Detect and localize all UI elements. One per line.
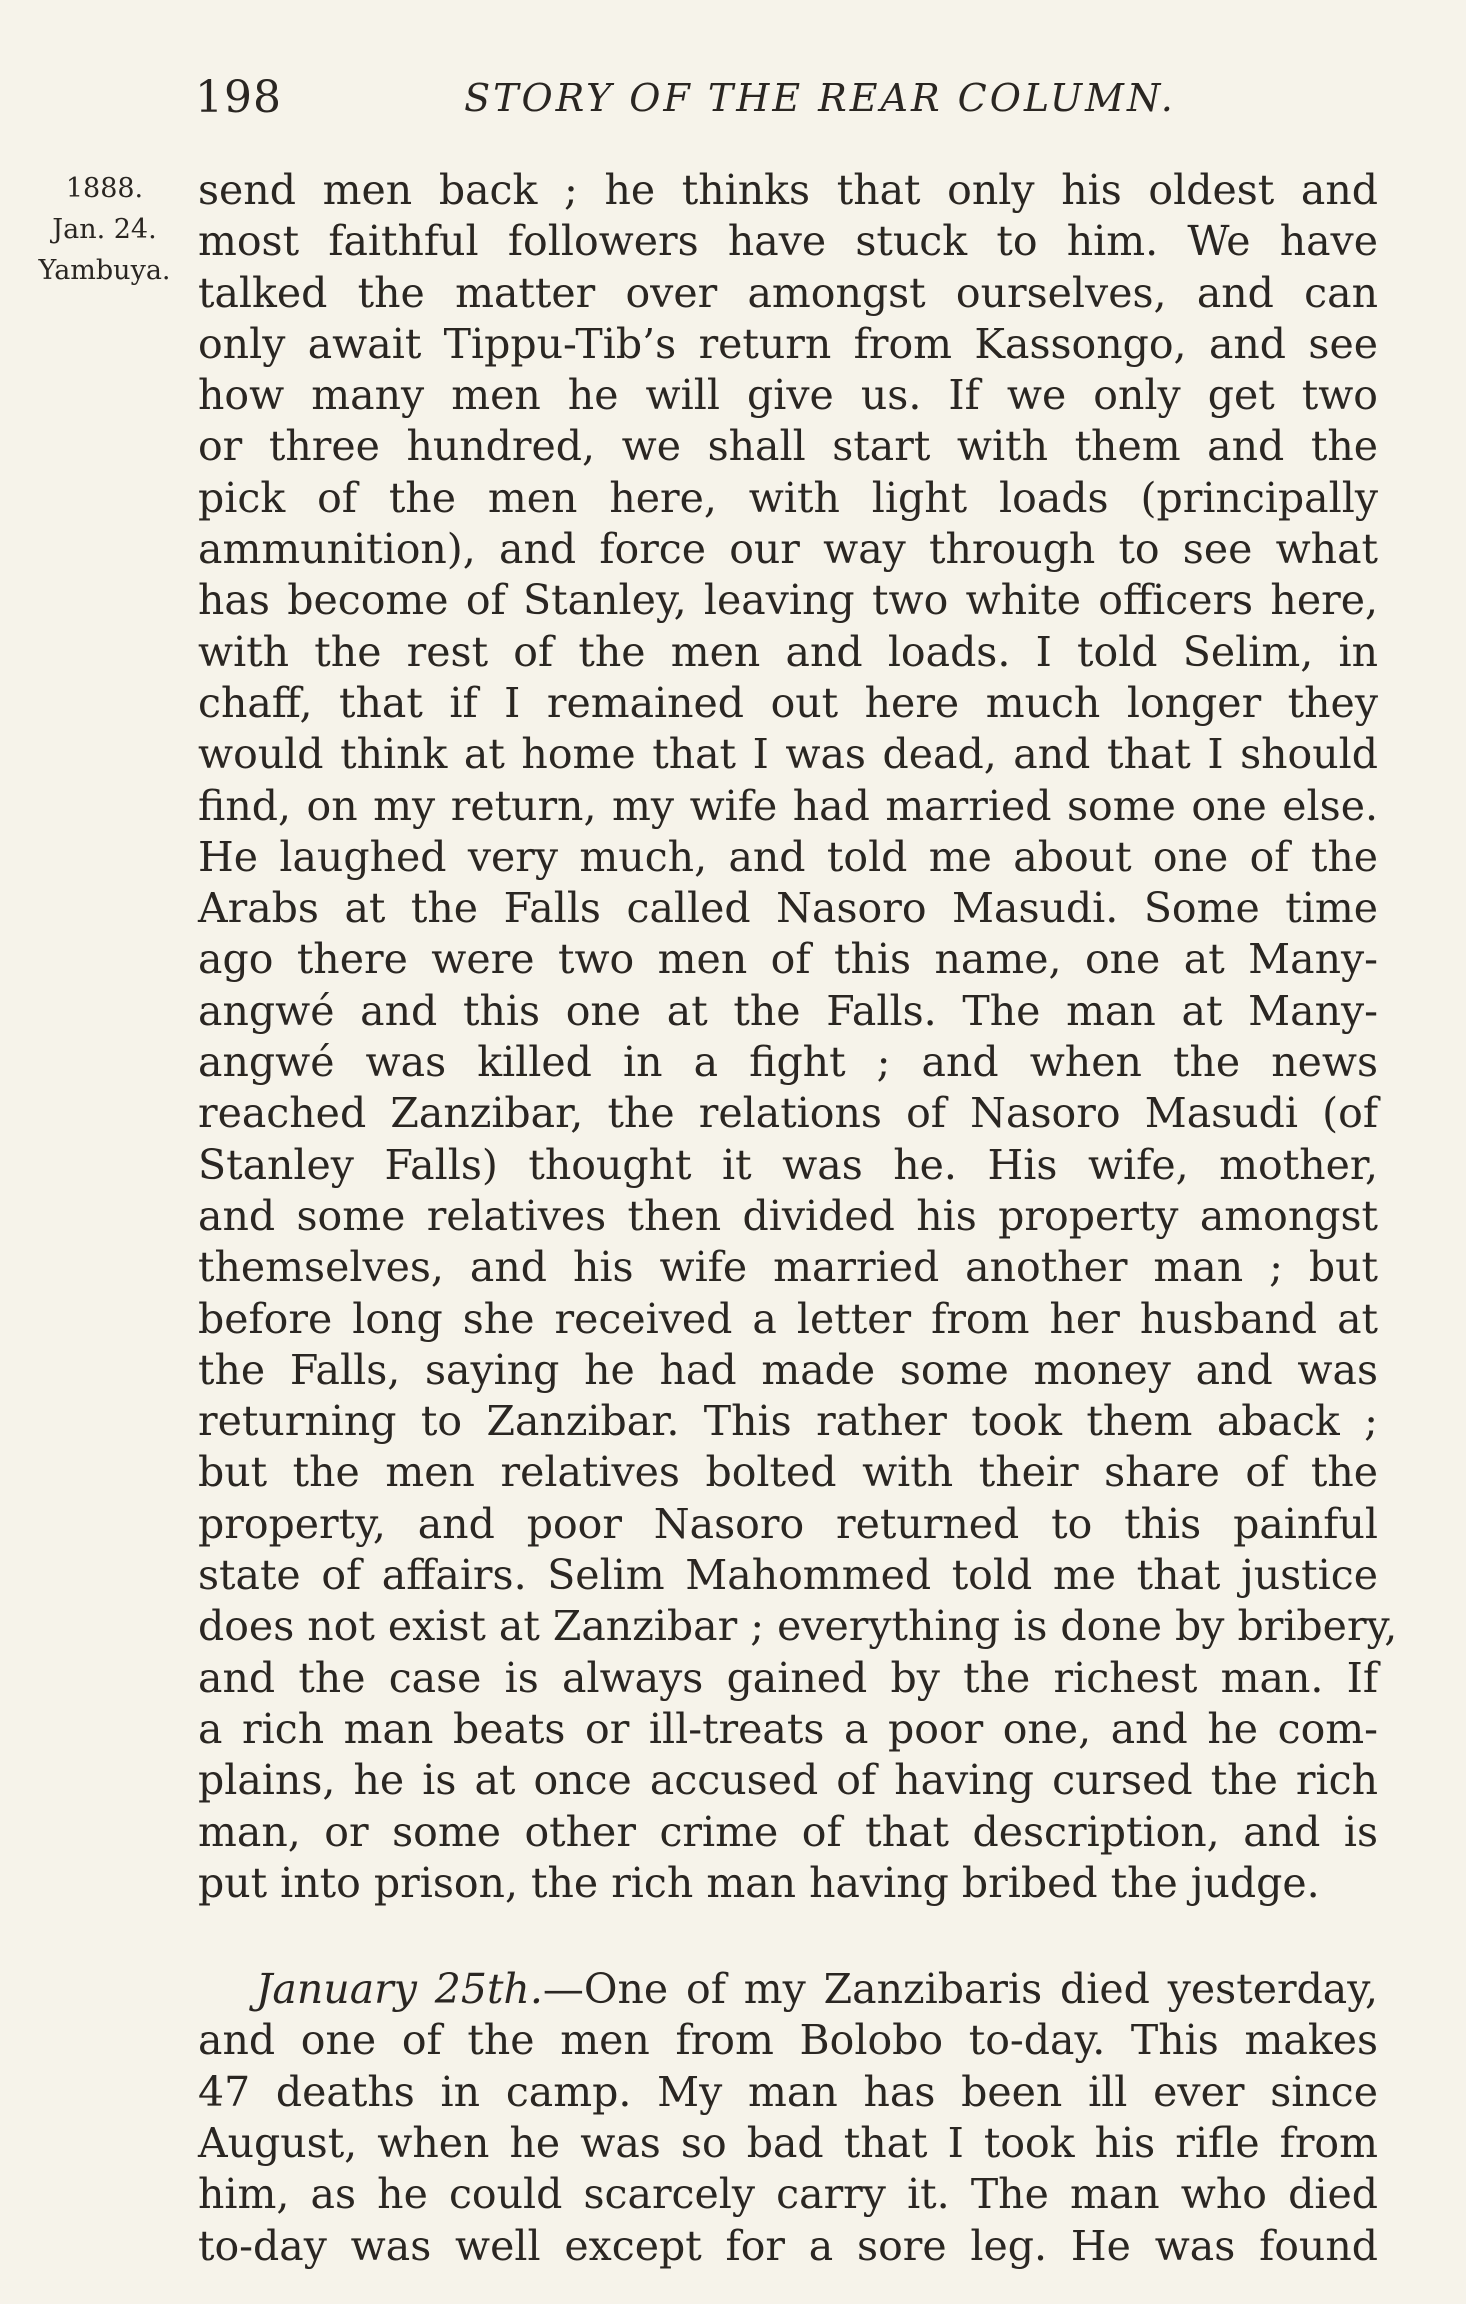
paragraph-2 bbox=[198, 1964, 1378, 2272]
margin-note-year: 1888. bbox=[65, 173, 144, 204]
text-line: angwé was killed in a fight ; and when the news bbox=[198, 1038, 1378, 1087]
text-line: property, and poor Nasoro returned to this painful bbox=[198, 1499, 1378, 1548]
entry-text: —One of my Zanzibaris died yesterday, bbox=[542, 1965, 1379, 2014]
text-line: chaff, that if I remained out here much longer they bbox=[198, 678, 1378, 727]
page-header bbox=[195, 66, 1385, 136]
text-line: ago there were two men of this name, one at Many- bbox=[198, 935, 1378, 984]
text-line: would think at home that I was dead, and that I should bbox=[198, 730, 1378, 779]
text-line: He laughed very much, and told me about one of the bbox=[198, 832, 1378, 881]
text-line: August, when he was so bad that I took his rifle from bbox=[198, 2118, 1378, 2167]
text-line: Arabs at the Falls called Nasoro Masudi. Some time bbox=[198, 884, 1378, 933]
text-line: talked the matter over amongst ourselves, and can bbox=[198, 268, 1378, 317]
text-line: and some relatives then divided his property amongst bbox=[198, 1191, 1378, 1240]
page-number: 198 bbox=[195, 72, 282, 123]
body-text bbox=[198, 165, 1398, 2272]
text-line: but the men relatives bolted with their share of the bbox=[198, 1448, 1378, 1497]
text-line: or three hundred, we shall start with them and the bbox=[198, 422, 1378, 471]
text-line: how many men he will give us. If we only get two bbox=[198, 371, 1378, 420]
text-line: angwé and this one at the Falls. The man at Many- bbox=[198, 986, 1378, 1035]
text-line: themselves, and his wife married another man ; but bbox=[198, 1243, 1378, 1292]
text-line: him, as he could scarcely carry it. The man who died bbox=[198, 2170, 1378, 2219]
text-line: reached Zanzibar, the relations of Nasoro Masudi (of bbox=[198, 1089, 1378, 1138]
entry-date: January 25th. bbox=[256, 1965, 543, 2014]
text-line: has become of Stanley, leaving two white officers here, bbox=[198, 576, 1378, 625]
text-line: 47 deaths in camp. My man has been ill ever since bbox=[198, 2067, 1378, 2116]
text-line: state of affairs. Selim Mahommed told me that justice bbox=[198, 1551, 1378, 1600]
text-line: before long she received a letter from her husband at bbox=[198, 1294, 1378, 1343]
text-line: with the rest of the men and loads. I told Selim, in bbox=[198, 627, 1378, 676]
text-line: find, on my return, my wife had married some one else. bbox=[198, 781, 1378, 830]
paragraph-1 bbox=[198, 165, 1398, 1909]
text-line: a rich man beats or ill-treats a poor one, and he com- bbox=[198, 1704, 1378, 1753]
text-line: only await Tippu-Tib’s return from Kassongo, and see bbox=[198, 319, 1378, 368]
text-line: pick of the men here, with light loads (principally bbox=[198, 473, 1378, 522]
margin-note-date: Jan. 24. bbox=[52, 214, 157, 245]
text-line: send men back ; he thinks that only his oldest and bbox=[198, 166, 1378, 214]
text-line: put into prison, the rich man having bribed the judge. bbox=[198, 1858, 1320, 1907]
margin-note bbox=[22, 168, 187, 291]
paragraph-gap bbox=[198, 1909, 1378, 1964]
text-line-first bbox=[198, 1964, 1378, 2015]
text-line: Stanley Falls) thought it was he. His wife, mother, bbox=[198, 1140, 1378, 1189]
text-line: ammunition), and force our way through to see what bbox=[198, 525, 1378, 574]
margin-note-place: Yambuya. bbox=[38, 255, 171, 286]
text-line: returning to Zanzibar. This rather took them aback ; bbox=[198, 1397, 1378, 1446]
text-line: to-day was well except for a sore leg. He was found bbox=[198, 2221, 1378, 2270]
text-line: and one of the men from Bolobo to-day. This makes bbox=[198, 2016, 1378, 2065]
text-line: does not exist at Zanzibar ; everything is done by bribery, bbox=[198, 1602, 1398, 1651]
text-line: and the case is always gained by the richest man. If bbox=[198, 1653, 1378, 1702]
running-title: STORY OF THE REAR COLUMN. bbox=[464, 76, 1176, 120]
text-line: the Falls, saying he had made some money and was bbox=[198, 1345, 1378, 1394]
text-line: most faithful followers have stuck to him. We have bbox=[198, 217, 1378, 266]
text-line: man, or some other crime of that description, and is bbox=[198, 1807, 1378, 1856]
text-line: plains, he is at once accused of having cursed the rich bbox=[198, 1756, 1378, 1805]
